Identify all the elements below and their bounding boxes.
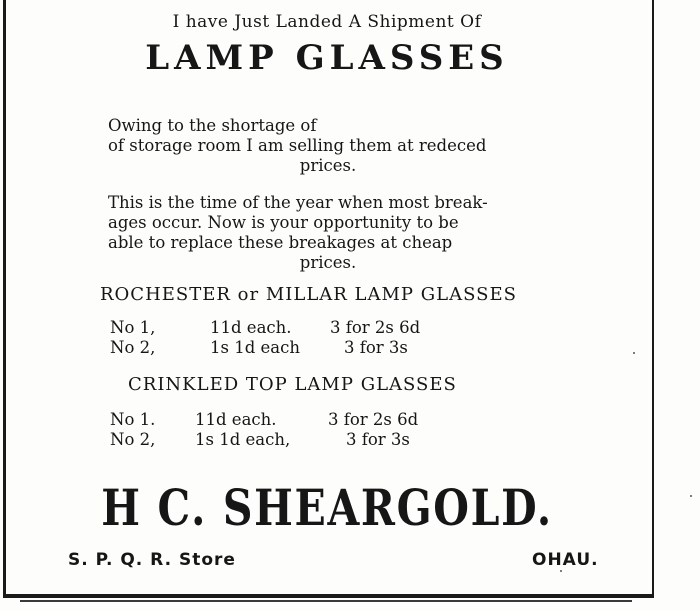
price-row-each: 1s 1d each, <box>195 430 291 449</box>
bottom-border-rule <box>3 594 654 598</box>
print-speck <box>560 570 562 572</box>
price-row-bulk: 3 for 2s 6d <box>330 318 421 337</box>
store-location: OHAU. <box>532 550 599 570</box>
bottom-border-rule-secondary <box>20 600 632 602</box>
intro-line: I have Just Landed A Shipment Of <box>172 12 482 32</box>
paragraph-line: able to replace these breakages at cheap <box>108 233 453 252</box>
price-row-bulk: 3 for 3s <box>344 338 408 357</box>
merchant-name: H C. SHEARGOLD. <box>101 478 553 537</box>
price-row-each: 1s 1d each <box>210 338 300 357</box>
headline-lamp-glasses: LAMP GLASSES <box>145 38 509 78</box>
price-row-bulk: 3 for 3s <box>346 430 410 449</box>
paragraph-line: prices. <box>299 253 357 272</box>
section-title-crinkled: CRINKLED TOP LAMP GLASSES <box>128 374 457 395</box>
paragraph-line: Owing to the shortage of <box>108 116 317 135</box>
price-row-each: 11d each. <box>195 410 277 429</box>
paragraph-breakages <box>108 193 548 273</box>
paragraph-line: prices. <box>299 156 357 175</box>
price-row-each: 11d each. <box>210 318 292 337</box>
right-border-rule <box>652 0 654 598</box>
paragraph-storage <box>108 116 548 176</box>
print-speck <box>633 352 635 354</box>
price-row-bulk: 3 for 2s 6d <box>328 410 419 429</box>
paragraph-line: of storage room I am selling them at redeced <box>108 136 487 155</box>
price-row-no: No 1. <box>110 410 156 429</box>
price-row-no: No 2, <box>110 430 156 449</box>
paragraph-line: ages occur. Now is your opportunity to be <box>108 213 459 232</box>
section-title-rochester: ROCHESTER or MILLAR LAMP GLASSES <box>100 284 517 305</box>
store-name: S. P. Q. R. Store <box>68 550 236 570</box>
print-speck <box>690 495 692 497</box>
paragraph-line: This is the time of the year when most break- <box>108 193 488 212</box>
left-border-rule <box>3 0 6 598</box>
price-row-no: No 2, <box>110 338 156 357</box>
price-row-no: No 1, <box>110 318 156 337</box>
